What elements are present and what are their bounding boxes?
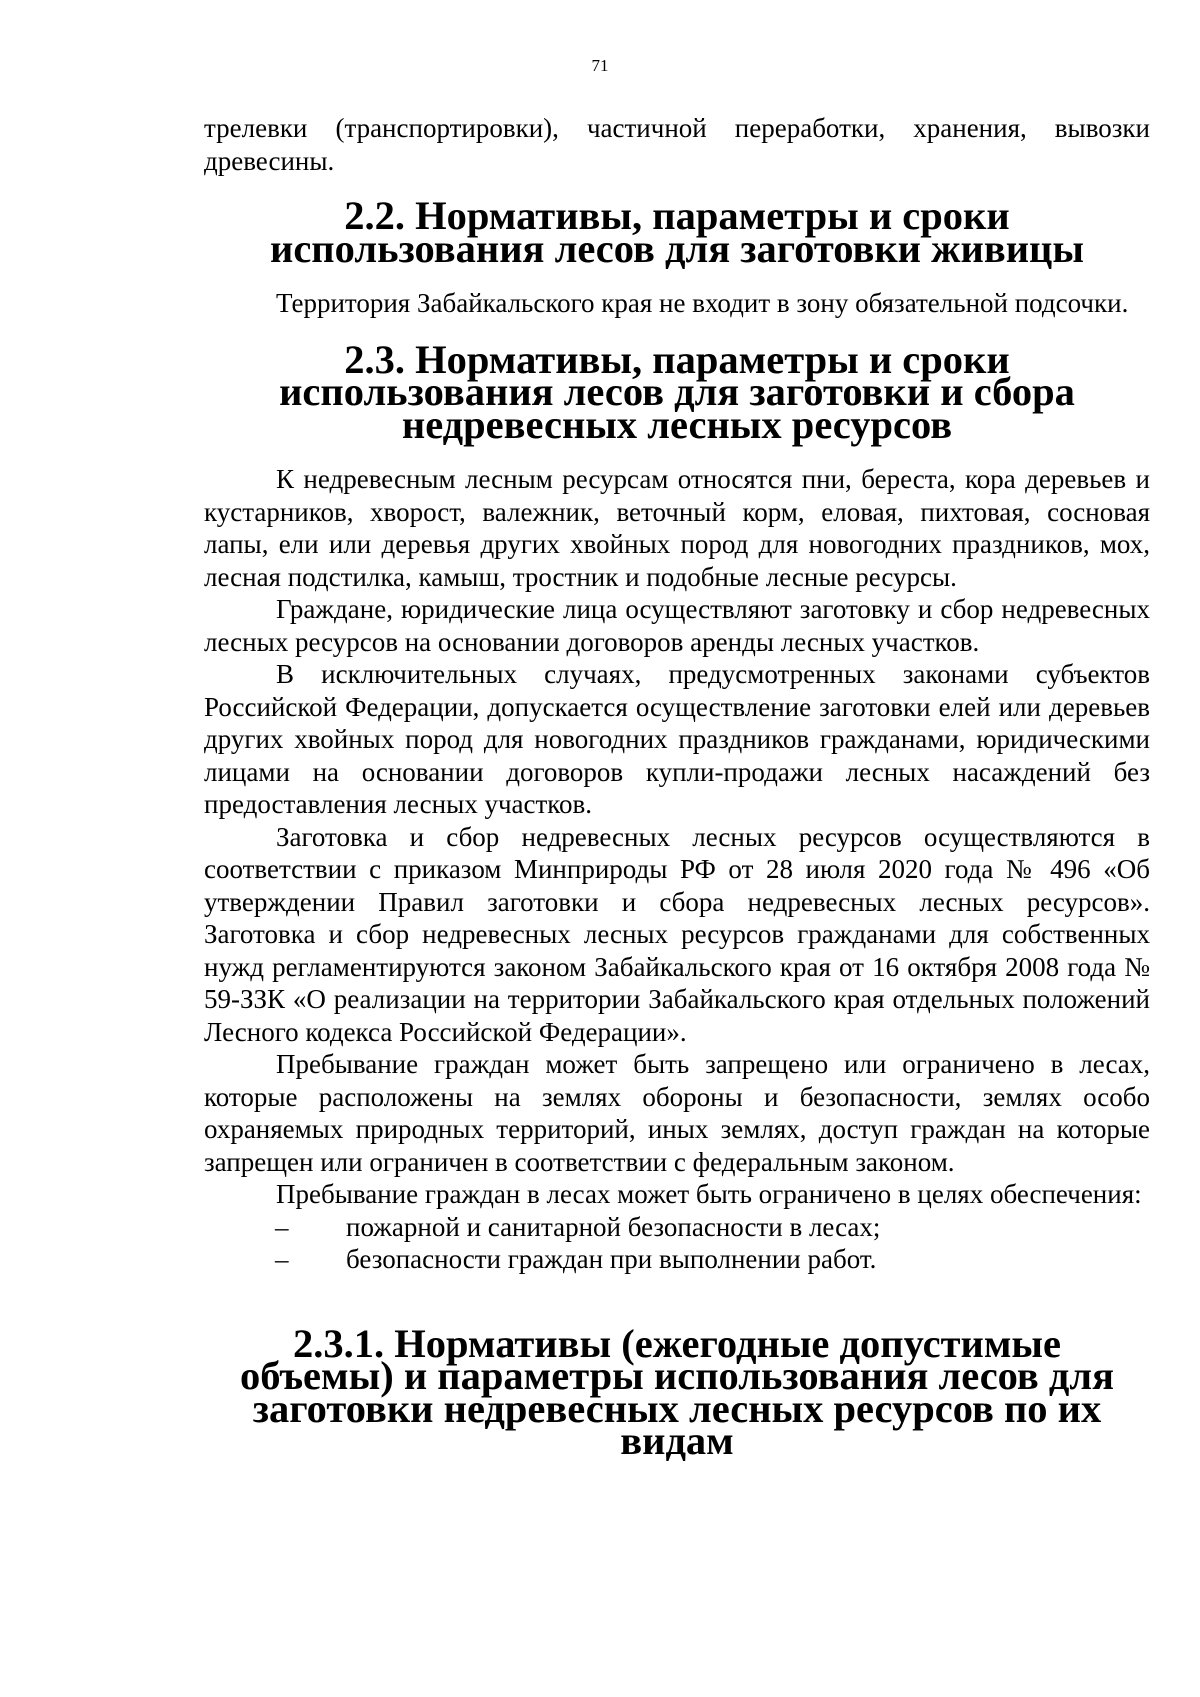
- intro-paragraph: трелевки (транспортировки), частичной переработки, хранения, вывозки древесины.: [204, 113, 1150, 176]
- section-2-3-paragraph-3: В исключительных случаях, предусмотренных законами субъектов Российской Федерации, допускается осуществление заготовки елей или деревьев других хвойных пород для новогодних праздников гражданами, юридическими лицами на основании договоров купли-продажи лесных насаждений без предоставления лесных участков.: [204, 659, 1150, 819]
- section-2-3-heading: 2.3. Нормативы, параметры и сроки использования лесов для заготовки и сбора недревесных лесных ресурсов: [279, 336, 1075, 447]
- page-content: [204, 112, 1150, 1463]
- section-2-3-paragraph-2: Граждане, юридические лица осуществляют заготовку и сбор недревесных лесных ресурсов на основании договоров аренды лесных участков.: [204, 594, 1150, 657]
- list-item: [204, 1211, 1150, 1244]
- section-2-3-1-heading: 2.3.1. Нормативы (ежегодные допустимые объемы) и параметры использования лесов для заготовки недревесных лесных ресурсов по их видам: [239, 1320, 1115, 1463]
- section-2-3-paragraph-5: Пребывание граждан может быть запрещено или ограничено в лесах, которые расположены на землях обороны и безопасности, землях особо охраняемых природных территорий, иных землях, доступ граждан на которые запрещен или ограничен в соответствии с федеральным законом.: [204, 1049, 1150, 1177]
- list-item-text: безопасности граждан при выполнении работ.: [346, 1244, 877, 1274]
- section-2-2-heading: 2.2. Нормативы, параметры и сроки использования лесов для заготовки живицы: [269, 193, 1084, 271]
- list-item: [204, 1243, 1150, 1276]
- list-dash: –: [275, 1211, 289, 1242]
- section-2-3-paragraph-6: Пребывание граждан в лесах может быть ограничено в целях обеспечения:: [276, 1179, 1142, 1209]
- section-2-3-paragraph-1: К недревесным лесным ресурсам относятся пни, береста, кора деревьев и кустарников, хворост, валежник, веточный корм, еловая, пихтовая, сосновая лапы, ели или деревья других хвойных пород для новогодних праздников, мох, лесная подстилка, камыш, тростник и подобные лесные ресурсы.: [204, 464, 1150, 592]
- section-2-3-paragraph-4: Заготовка и сбор недревесных лесных ресурсов осуществляются в соответствии с приказом Минприроды РФ от 28 июля 2020 года № 496 «Об утверждении Правил заготовки и сбора недревесных лесных ресурсов». Заготовка и сбор недревесных лесных ресурсов гражданами для собственных нужд регламентируются законом Забайкальского края от 16 октября 2008 года № 59-ЗЗК «О реализации на территории Забайкальского края отдельных положений Лесного кодекса Российской Федерации».: [204, 821, 1150, 1047]
- list-item-text: пожарной и санитарной безопасности в лесах;: [346, 1211, 881, 1242]
- page-number: 71: [591, 56, 609, 75]
- section-2-2-paragraph: Территория Забайкальского края не входит в зону обязательной подсочки.: [276, 288, 1129, 318]
- list-dash: –: [275, 1244, 289, 1274]
